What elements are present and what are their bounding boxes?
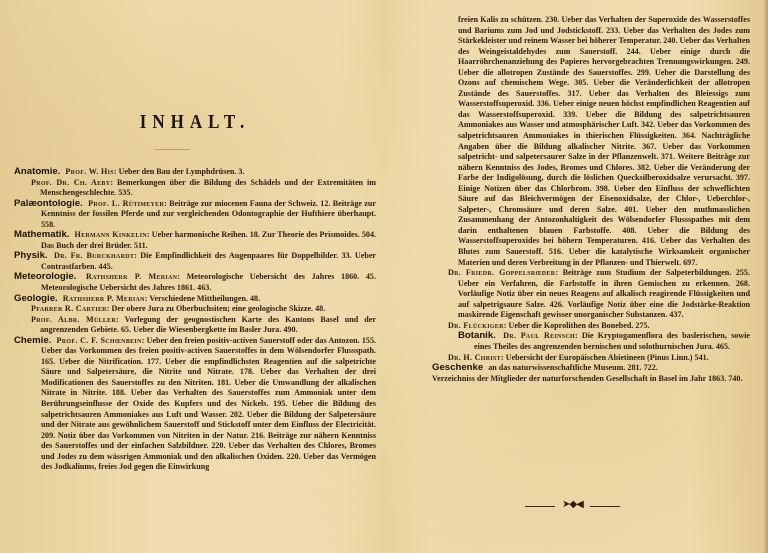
entry-geologie-mueller <box>14 315 376 336</box>
category-label: Mathematik. <box>14 229 70 241</box>
author-name: Pfarrer R. Cartier <box>31 304 107 314</box>
entry-palaeontologie <box>14 199 376 231</box>
entry-text: : Meteorologische Uebersicht des Jahres 1860. 45. Meteorologische Uebersicht des Jahres 1861. 463. <box>41 272 376 293</box>
author-name: Hermann Kinkelin <box>74 230 147 240</box>
entry-geologie-merian <box>14 294 376 305</box>
category-label: Geschenke <box>432 362 484 374</box>
entry-verzeichniss <box>432 374 750 385</box>
category-label: Chemie. <box>14 334 52 346</box>
category-label: Meteorologie. <box>14 271 77 283</box>
author-name: Prof. W. His <box>65 167 114 176</box>
entry-text: : Bemerkungen über die Bildung des Schädels und der Extremitäten im Menschengeschlechte. 535. <box>40 177 376 198</box>
entry-text: : Beiträge zum Studium der Salpeterbildungen. 255. Ueber ein Verfahren, die Farbstoffe in ihren Gemischen zu erkennen. 268. Vorläufige Notiz über ein neues Reagens auf alkalisch reagirende Flüssigkeiten und auf salpetrigsaure Salze. 426. Vorläufige Notiz über eine die Jodstärke-Reaktion maskirende Eigenschaft gewisser unorganischer Substanzen. 437. <box>458 268 750 320</box>
entry-text: : Die Kryptogamenflora des baslerischen, sowie eines Theiles des angrenzenden bernischen und solothurnischen Jura. 465. <box>474 331 751 351</box>
category-label: Botanik. <box>458 330 496 342</box>
author-name: Dr. Friedr. Goppelsrœder <box>448 268 556 278</box>
ornament-rule-left <box>525 506 555 507</box>
author-name: Rathsherr P. Merian <box>86 272 178 282</box>
author-name: Dr. H. Christ <box>448 352 501 362</box>
contents-list-right <box>432 15 751 384</box>
title-divider <box>155 149 190 150</box>
entry-chemie-schoenbein <box>14 336 376 473</box>
entry-meteorologie <box>14 272 376 293</box>
page-edge <box>764 0 768 553</box>
entry-text: : Vorlegung der geognostischen Karte des Kantons Basel und der angrenzenden Gebiete. 65. Ueber die Wiesenbergkette im Basler Jura. 490. <box>40 314 376 335</box>
author-name: Dr. Fr. Burckhardt <box>53 251 135 261</box>
ornament-diamond-icon: ➤◆◀ <box>562 499 583 510</box>
category-label: Palæontologie. <box>14 197 83 209</box>
entry-text: : Ueber die Koprolithen des Bonebed. 275. <box>503 320 650 330</box>
entry-geschenke <box>432 363 750 374</box>
entry-text: : Die Empfindlichkeit des Augenpaares für Doppelbilder. 33. Ueber Contrastfarben. 445. <box>41 251 377 271</box>
entry-anatomie-his <box>14 167 376 178</box>
entry-text: Verzeichniss der Mitglieder der naturforschenden Gesellschaft in Basel im Jahr 1863. 740. <box>432 373 743 383</box>
author-name: Prof. Dr. Ch. Aeby <box>31 177 111 187</box>
page-title: INHALT. <box>139 110 251 133</box>
entry-botanik-christ <box>448 353 750 364</box>
right-page <box>390 0 768 553</box>
entry-botanik-reinsch <box>432 331 750 352</box>
author-name: Prof. L. Rütimeyer <box>88 198 165 208</box>
author-name: Prof. C. F. Schœnbein <box>56 335 142 345</box>
entry-text: : Beiträge zur miocenen Fauna der Schweiz. 12. Beiträge zur Kenntniss der fossilen Pferde und zur vergleichenden Odontographie der Hufthiere überhaupt. 558. <box>41 198 376 229</box>
entry-text: : Der obere Jura zu Oberbuchsiten; eine geologische Skizze. 48. <box>106 304 326 314</box>
entry-mathematik <box>14 230 376 251</box>
entry-geologie-cartier <box>14 304 376 315</box>
entry-anatomie-aeby <box>14 178 376 199</box>
author-name: Prof. Albr. Müller <box>31 314 117 324</box>
entry-chemie-goppelsroeder <box>448 268 750 321</box>
entry-text: : Ueber den Bau der Lymphdrüsen. 3. <box>113 167 245 176</box>
category-label: Geologie. <box>14 292 58 304</box>
author-name: Dr. Flückiger <box>448 320 504 330</box>
category-label: Anatomie. <box>14 166 61 177</box>
ornament-rule-right <box>590 506 620 507</box>
entry-physik <box>14 251 376 272</box>
entry-chemie-continuation: freien Kalis zu schützen. 230. Ueber das Verhalten der Superoxide des Wasserstoffes und Bariums zum Jod und Jodstickstoff. 233. Ueber das Verhalten des Jodes zum Stärkekleister und reinem Wasser bei höherer Temperatur. 240. Ueber das Verhalten des Weingeistaldehydes zum Sauerstoff. 244. Ueber einige durch die Haarröhrchenanziehung des Papieres hervorgebrachten Trennungswirkungen. 249. Ueber die allotropen Zustände des Sauerstoffes. 299. Ueber die Darstellung des Ozons auf chemischem Wege. 305. Ueber die Veränderlichkeit der allotropen Zustände des Sauerstoffes. 317. Ueber das Verhalten des Bleiessigs zum Wasserstoffsuperoxid. 336. Ueber einige neuen höchst empfindlichen Reagentien auf das Wasserstoffsuperoxid. 339. Ueber die Bildung des salpetrichtsauren Ammoniakes aus Wasser und atmosphärischer Luft. 342. Ueber das Vorkommen des salpetrichtsauren Ammoniakes in thierischen Flüssigkeiten. 364. Nachträgliche Angaben über die Bildung alkalischer Nitrite. 367. Ueber das Vorkommen salpetricht- und salpetersaurer Salze in der Pflanzenwelt. 371. Weitere Beiträge zur nähern Kenntniss des Jodes, Bromes und Chlores. 382. Ueber die Veränderung der Farbe der Indigolösung, durch die löslichen Quecksilberoxidsalze verursacht. 397. Einige Notizen über das Chlorbrom. 398. Ueber den Einfluss der schweflichten Säure auf das Bleichvermögen der Eisenoxidsalze, der Chlor-, Ueberchlor-, Salpeter-, Chromsäure und deren Salze. 401. Ueber den muthmasslichen Zusammenhang der Antozonhaltigkeit des Wölsendorfer Flussspathes mit dem darin enthaltenen blauen Farbstoffe. 408. Ueber die Bildung des Wasserstoffsuperoxides bei höhern Temperaturen. 416. Ueber das Verhalten des Blutes zum Sauerstoff. 516. Ueber die katalytische Wirksamkeit organischer Materien und deren Verbreitung in der Pflanzen- und Thierwelt. 697. <box>458 15 750 267</box>
category-label: Physik. <box>14 250 48 262</box>
entry-text: : Ueber den freien positiv-activen Sauerstoff oder das Antozon. 155. Ueber das Vorkommen des freien positiv-activen Sauerstoffes in dem Wölsendorfer Flussspath. 165. Ueber die Nitrification. 177. Ueber die empfindlichsten Reagentien auf die salpetrichte Säure und Salpetersäure, die Nitrite und Nitrate. 178. Ueber das Verhalten der drei Modificationen des Sauerstoffes zu den Nitriten. 181. Ueber die Umwandlung der alkalischen Nitrate in Nitrite. 188. Ueber das Verhalten des Sauerstoffes zum Ammoniak unter dem Berührungseinflusse der Oxide des Kupfers und des Nickels. 195. Ueber die Bildung des salpetrichtsauren Ammoniakes aus Luft und Wasser. 202. Ueber die Bildung der Salpetersäure und der Nitrate aus gewöhnlichem Sauerstoff und Stickstoff unter dem Einfluss der Electricität. 209. Notiz über das Vorkommen von Nitriten in der Natur. 216. Beiträge zur nähern Kenntniss des Sauerstoffes und der einfachen Salzbildner. 220. Ueber das Verhalten des Chlores, Bromes und Jodes zu dem wässrigen Ammoniak und den alkalischen Oxiden. 220. Ueber das Vermögen des Jodkaliums, freies Jod gegen die Einwirkung <box>41 335 377 472</box>
author-name: Rathsherr P. Merian <box>62 293 145 303</box>
end-ornament <box>525 499 620 512</box>
contents-list-left <box>14 167 376 473</box>
author-name: Dr. Paul Reinsch <box>503 331 575 341</box>
entry-text: : Ueber harmonische Reihen. 18. Zur Theorie des Prismoides. 504. Das Buch der drei Brüder. 511. <box>41 230 377 250</box>
entry-text: : Uebersicht der Europäischen Abietineen (Pinus Linn.) 541. <box>501 352 709 362</box>
entry-text: an das naturwissenschaftliche Museum. 281. 722. <box>488 363 658 373</box>
entry-text: : Verschiedene Mittheilungen. 48. <box>144 293 261 303</box>
